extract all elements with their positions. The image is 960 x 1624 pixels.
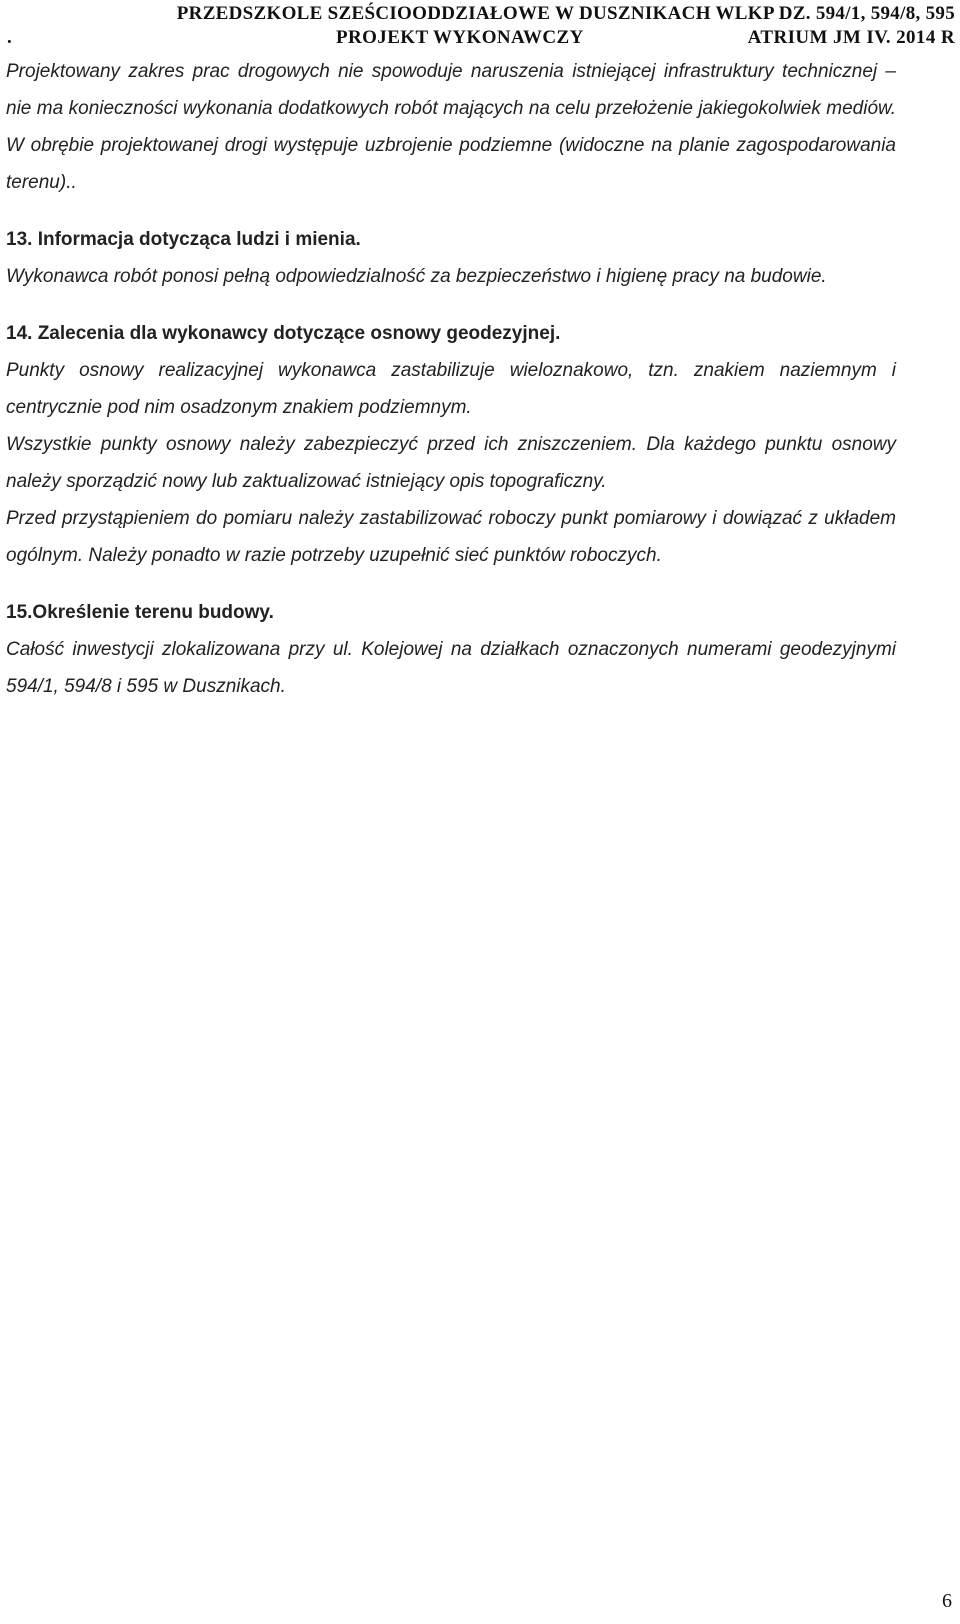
header-author-date: ATRIUM JM IV. 2014 R [747,27,955,48]
section-13-heading: 13. Informacja dotycząca ludzi i mienia. [6,229,361,250]
spacer [6,574,896,594]
header-title-line: PRZEDSZKOLE SZEŚCIOODDZIAŁOWE W DUSZNIKACH WLKP DZ. 594/1, 594/8, 595 [176,3,955,24]
intro-paragraph: Projektowany zakres prac drogowych nie spowoduje naruszenia istniejącej infrastruktury technicznej – nie ma konieczności wykonania dodatkowych robót mających na celu przełożenie jakiegokolwiek mediów. W obrębie projektowanej drogi występuje uzbrojenie podziemne (widoczne na planie zagospodarowania terenu).. [6,61,896,193]
section-14-paragraph-2: Wszystkie punkty osnowy należy zabezpieczyć przed ich zniszczeniem. Dla każdego punktu osnowy należy sporządzić nowy lub zaktualizować istniejący opis topograficzny. [6,434,896,492]
header-project-type: PROJEKT WYKONAWCZY [336,27,584,48]
spacer [6,201,896,221]
section-15-text: Całość inwestycji zlokalizowana przy ul. Kolejowej na działkach oznaczonych numerami geodezyjnymi 594/1, 594/8 i 595 w Dusznikach. [6,639,896,697]
document-body [6,53,896,705]
section-13-text: Wykonawca robót ponosi pełną odpowiedzialność za bezpieczeństwo i higienę pracy na budowie. [6,266,827,287]
spacer [6,295,896,315]
section-14-heading: 14. Zalecenia dla wykonawcy dotyczące osnowy geodezyjnej. [6,323,561,344]
page-header [0,2,960,50]
header-subtitle-line [0,26,960,50]
section-15-heading: 15.Określenie terenu budowy. [6,602,274,623]
section-14-paragraph-3: Przed przystąpieniem do pomiaru należy zastabilizować roboczy punkt pomiarowy i dowiązać z układem ogólnym. Należy ponadto w razie potrzeby uzupełnić sieć punktów roboczych. [6,508,896,566]
page-number: 6 [942,1590,952,1612]
section-14-paragraph-1: Punkty osnowy realizacyjnej wykonawca zastabilizuje wieloznakowo, tzn. znakiem naziemnym i centrycznie pod nim osadzonym znakiem podziemnym. [6,360,896,418]
header-dot: . [7,27,12,48]
